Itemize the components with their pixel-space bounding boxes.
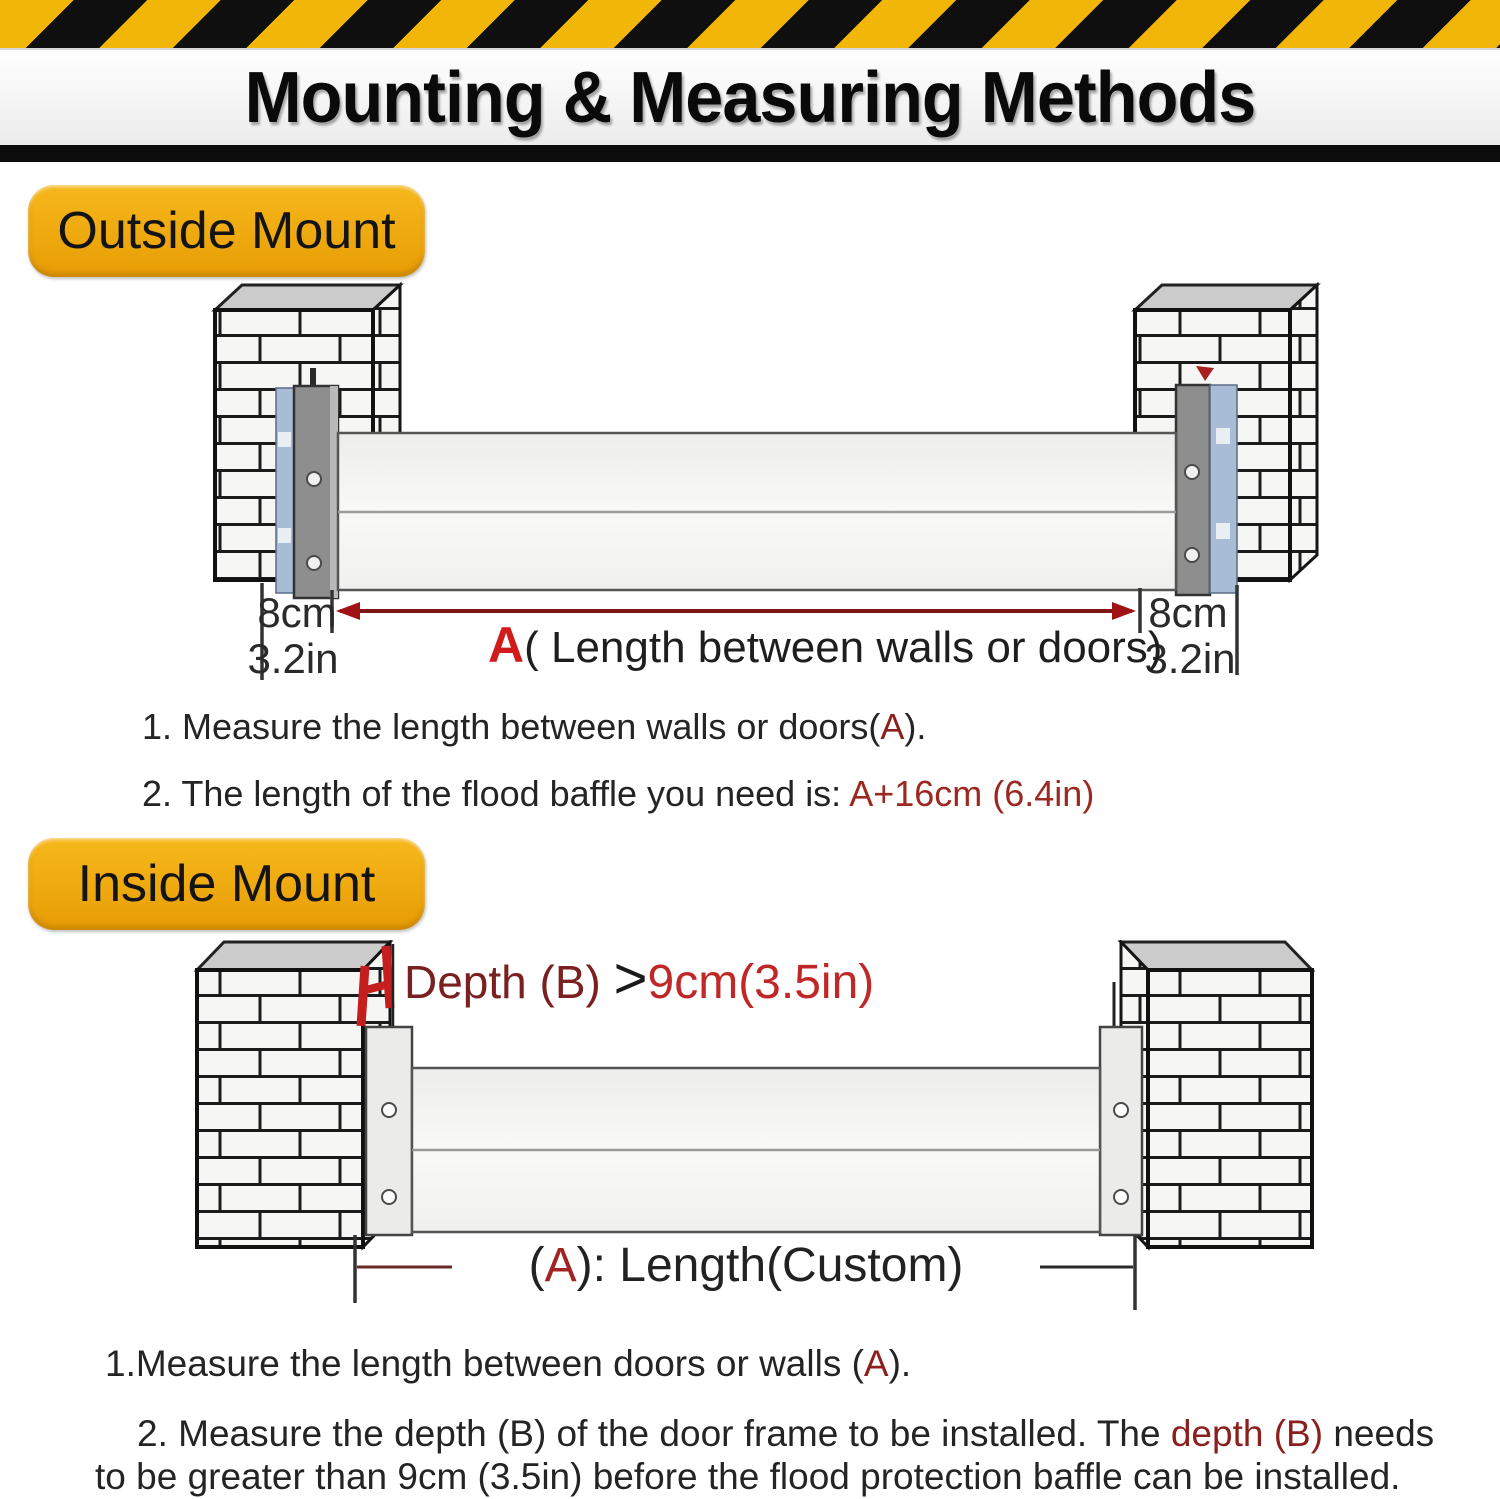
length-a-letter: A [544,1239,577,1292]
screw [1114,1190,1128,1204]
screw [1185,465,1199,479]
seal-mark [1216,523,1230,539]
outside-mount-badge-label: Outside Mount [57,202,396,260]
seal-mark [1216,428,1230,444]
pillar-top-face [215,285,400,310]
length-custom-label: (A): Length(Custom) [528,1239,964,1292]
outside-step-1: 1. Measure the length between walls or doors(A). [142,706,927,747]
value-a-plus-16cm: A+16cm (6.4in) [849,772,1095,814]
dim-label-right-in: 3.2in [1144,635,1236,682]
seal-mark [278,528,291,543]
left-mounting-channel [294,386,338,598]
dim-label-left-in: 3.2in [247,635,339,682]
pillar-top-face [1121,942,1312,970]
title-divider-bar [0,145,1500,162]
right-mounting-channel [1100,1027,1142,1235]
inside-mount-badge-label: Inside Mount [77,855,376,913]
left-mounting-channel [366,1027,412,1235]
value-a: A [863,1343,889,1384]
depth-value: 9cm(3.5in) [647,956,875,1009]
pillar-top-face [1135,285,1317,310]
title-band [0,50,1500,145]
pillar-front-face [1148,970,1312,1247]
left-seal-strip [276,388,294,593]
caution-stripe-banner [0,0,1500,50]
flood-baffle [412,1068,1100,1232]
outside-mount-instructions [142,702,1462,835]
dim-label-left-cm: 8cm [257,589,337,636]
screw [307,472,321,486]
outside-step-2: 2. The length of the flood baffle you need is: A+16cm (6.4in) [142,772,1095,814]
inside-right-pillar [1121,942,1312,1247]
outside-mount-diagram [0,280,1500,700]
inside-step-1: 1.Measure the length between doors or walls (A). [105,1343,912,1384]
dim-arrowhead-right [1112,602,1136,620]
screw [307,556,321,570]
depth-label: Depth (B) [404,956,614,1008]
page-title: Mounting & Measuring Methods [244,57,1256,138]
right-mounting-channel [1176,385,1210,595]
outside-mount-badge [28,185,425,277]
screw [382,1103,396,1117]
inside-mount-diagram [0,940,1500,1325]
pillar-front-face [197,970,363,1247]
inside-mount-badge [28,838,425,930]
right-seal-strip [1210,385,1237,593]
dim-label-length-a: A( Length between walls or doors) [488,617,1163,673]
value-a: A [880,706,905,747]
dim-arrowhead-left [336,602,360,620]
seal-mark [278,432,291,447]
pillar-side-face [1290,285,1317,580]
length-a-letter: A [488,617,525,673]
depth-annotation [404,946,874,1011]
screw [382,1190,396,1204]
screw [1114,1103,1128,1117]
flood-baffle [338,433,1176,590]
inside-step-2: 2. Measure the depth (B) of the door frame to be installed. The depth (B) needs to be greater than 9cm (3.5in) before the flood protection baffle can be installed. [95,1413,1435,1497]
screw [1185,548,1199,562]
greater-than-sign: > [613,946,648,1011]
value-depth-b: depth (B) [1170,1413,1324,1455]
dim-label-right-cm: 8cm [1148,589,1228,636]
